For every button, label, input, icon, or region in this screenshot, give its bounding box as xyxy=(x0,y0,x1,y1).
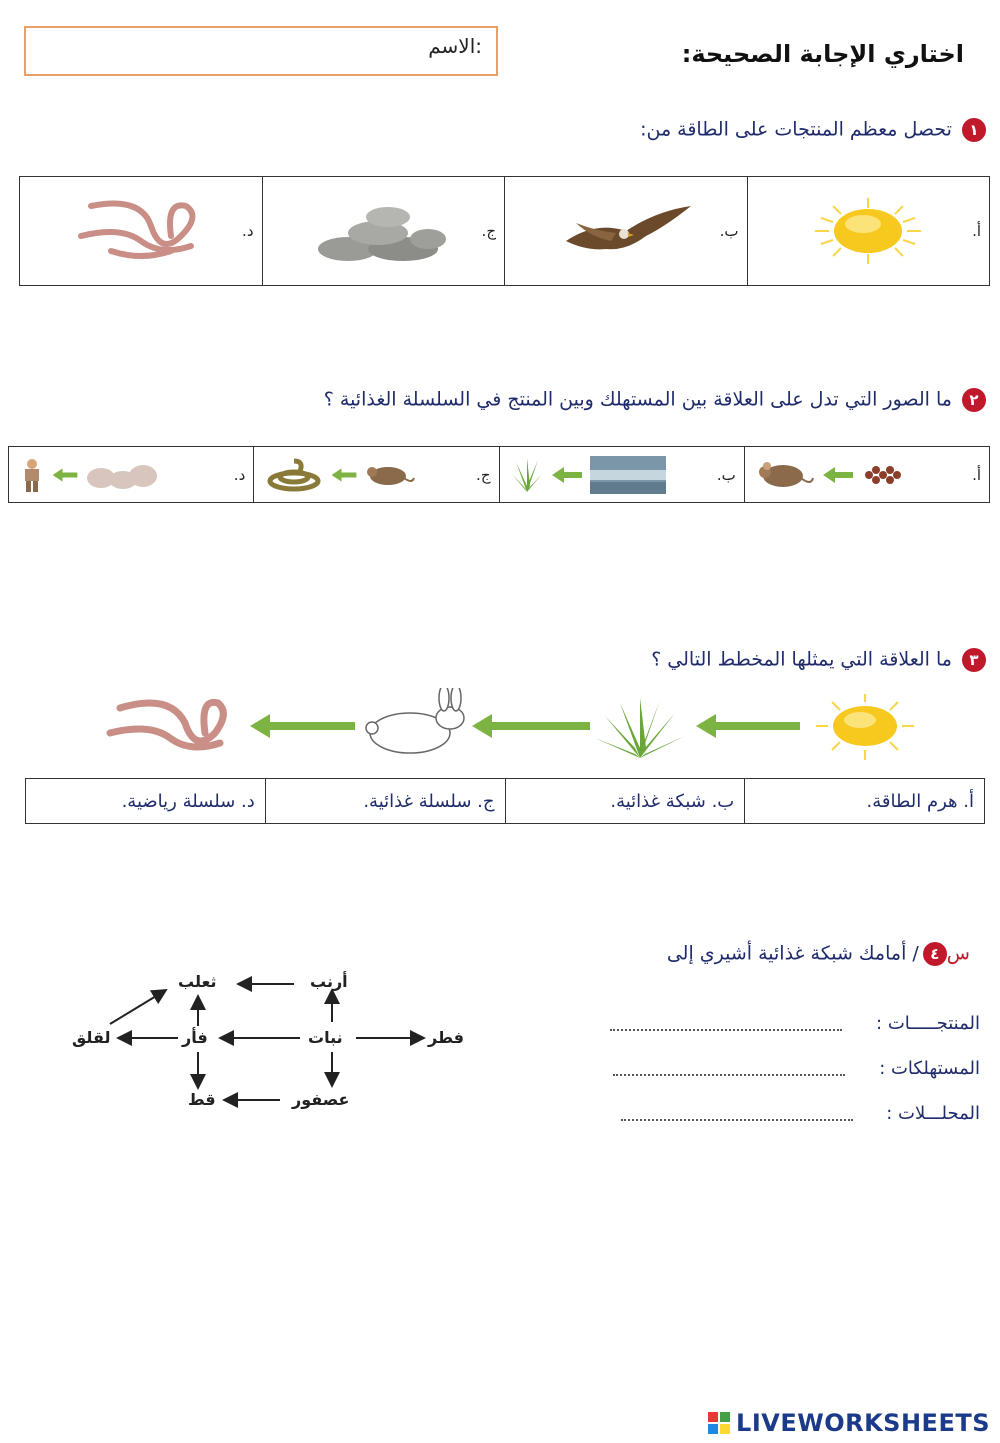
seeds-image xyxy=(861,460,907,490)
q3-option-b[interactable]: ب. شبكة غذائية. xyxy=(505,779,745,824)
food-chain-diagram xyxy=(100,688,930,768)
option-chain xyxy=(755,458,907,492)
q3-option-d[interactable]: د. سلسلة رياضية. xyxy=(26,779,266,824)
q3-diagram xyxy=(100,688,930,768)
web-node-fungus: فطر xyxy=(428,1028,465,1047)
question-number: ٣ xyxy=(962,648,986,672)
web-node-rabbit: أرنب xyxy=(310,972,348,991)
arrow-left-icon xyxy=(472,714,590,738)
arrow-left-icon xyxy=(550,465,584,485)
answer-row-decomposers xyxy=(621,1103,981,1124)
q3-option-c[interactable]: ج. سلسلة غذائية. xyxy=(265,779,505,824)
answer-blank[interactable] xyxy=(610,1017,842,1031)
question-text: ما العلاقة التي يمثلها المخطط التالي ؟ xyxy=(651,648,952,671)
person-image xyxy=(19,457,45,493)
liveworksheets-logo-icon xyxy=(708,1412,730,1434)
answer-blank[interactable] xyxy=(621,1107,853,1121)
arrow-left-icon xyxy=(696,714,800,738)
question-text: / أمامك شبكة غذائية أشيري إلى xyxy=(666,942,919,965)
page-title: اختاري الإجابة الصحيحة: xyxy=(681,40,964,68)
snake-image xyxy=(264,457,324,493)
web-node-plant: نبات xyxy=(308,1028,343,1047)
q2-options xyxy=(8,446,990,503)
option-letter: ج. xyxy=(476,465,491,484)
answer-label: المنتجـــــات : xyxy=(876,1013,980,1034)
option-chain xyxy=(19,457,159,493)
q3-options xyxy=(25,778,985,824)
q2-option-a[interactable] xyxy=(744,447,989,503)
answer-label: المستهلكات : xyxy=(879,1058,980,1079)
question-number: ٤ xyxy=(923,942,947,966)
water-image xyxy=(590,456,666,494)
option-letter: أ. xyxy=(972,465,981,484)
footer-branding xyxy=(708,1409,990,1437)
q1-option-c[interactable] xyxy=(262,177,505,286)
answer-row-consumers xyxy=(613,1058,980,1079)
question-number: ٢ xyxy=(962,388,986,412)
name-label: الاسم: xyxy=(428,34,482,58)
q1-option-a[interactable] xyxy=(747,177,990,286)
option-chain xyxy=(264,457,416,493)
bird-image xyxy=(85,458,159,492)
food-web-arrows xyxy=(60,962,480,1112)
q1-option-d[interactable] xyxy=(20,177,263,286)
eagle-image xyxy=(556,201,696,261)
plant-image xyxy=(595,698,685,758)
option-chain xyxy=(510,456,666,494)
arrow-left-icon xyxy=(821,465,855,485)
worm-image xyxy=(71,196,211,266)
question-2 xyxy=(324,388,986,412)
sun-image xyxy=(816,694,914,760)
answer-blank[interactable] xyxy=(613,1062,845,1076)
question-1 xyxy=(640,118,986,142)
q2-option-b[interactable] xyxy=(499,447,744,503)
plant-image xyxy=(510,456,544,494)
option-letter: أ. xyxy=(972,222,981,240)
web-node-stork: لقلق xyxy=(72,1028,111,1047)
rabbit-image xyxy=(366,688,464,753)
option-letter: ب. xyxy=(719,222,739,240)
question-text: تحصل معظم المنتجات على الطاقة من: xyxy=(640,118,952,141)
food-web-diagram xyxy=(60,962,480,1112)
rocks-image xyxy=(308,199,458,263)
web-node-mouse: فأر xyxy=(182,1028,208,1047)
question-text: ما الصور التي تدل على العلاقة بين المستهلك وبين المنتج في السلسلة الغذائية ؟ xyxy=(323,388,952,411)
web-node-cat: قط xyxy=(188,1090,216,1109)
q3-option-a[interactable]: أ. هرم الطاقة. xyxy=(745,779,985,824)
web-node-fox: ثعلب xyxy=(178,972,217,991)
mouse-image xyxy=(755,458,815,492)
option-letter: ب. xyxy=(716,465,736,484)
arrow-left-icon xyxy=(330,465,358,485)
q2-option-d[interactable] xyxy=(9,447,254,503)
option-letter: د. xyxy=(233,465,246,484)
question-4 xyxy=(667,942,970,966)
arrow-left-icon xyxy=(250,714,355,738)
question-number: ١ xyxy=(962,118,986,142)
question-prefix: س xyxy=(946,942,970,965)
mouse-image xyxy=(364,460,416,490)
option-letter: ج. xyxy=(481,222,496,240)
option-letter: د. xyxy=(242,222,254,240)
brand-name: LIVEWORKSHEETS xyxy=(736,1409,990,1437)
arrow-left-icon xyxy=(51,465,79,485)
q1-options xyxy=(19,176,990,286)
question-3 xyxy=(651,648,986,672)
name-field[interactable] xyxy=(24,26,498,76)
web-node-sparrow: عصفور xyxy=(292,1090,350,1109)
answer-label: المحلـــلات : xyxy=(886,1103,980,1124)
q2-option-c[interactable] xyxy=(254,447,499,503)
answer-row-producers xyxy=(610,1013,980,1034)
worm-image xyxy=(110,702,223,747)
q1-option-b[interactable] xyxy=(505,177,748,286)
sun-image xyxy=(813,196,923,266)
